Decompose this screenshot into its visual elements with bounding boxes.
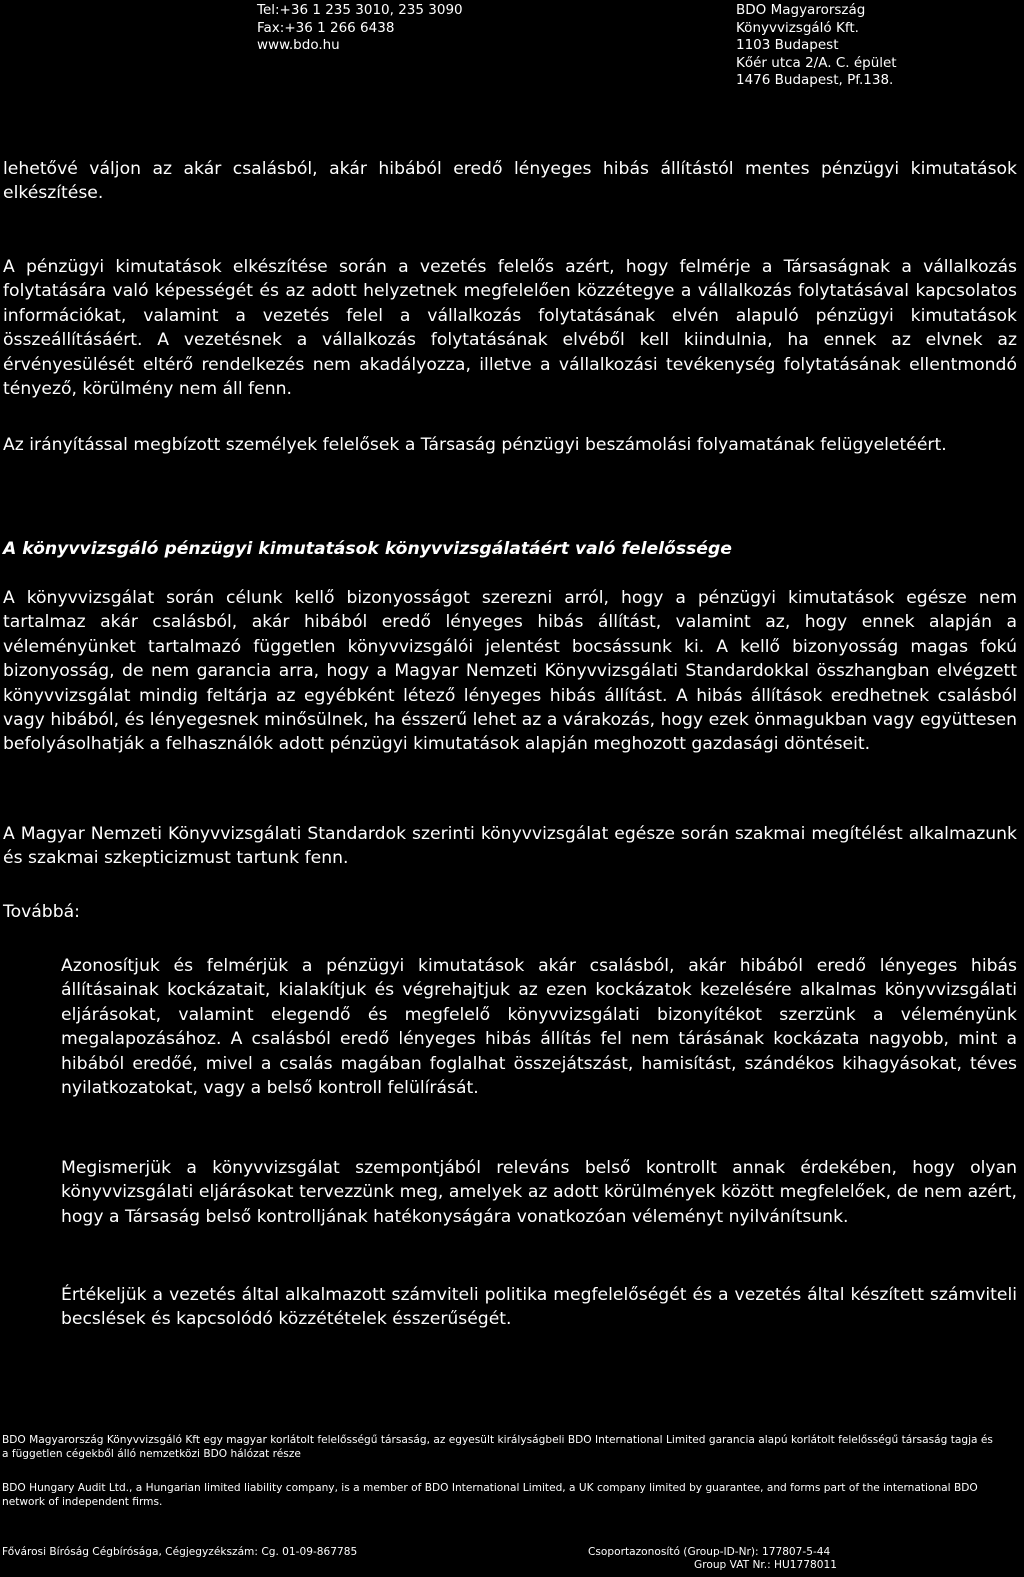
letterhead-contact — [257, 2, 463, 55]
po-box: 1476 Budapest, Pf.138. — [736, 72, 894, 88]
list-item-internal-control: Megismerjük a könyvvizsgálat szempontjából releváns belső kontrollt annak érdekében, hogy olyan könyvvizsgálati eljárásokat tervezzünk meg, amelyek az adott körülmények között megfelelőek, de nem azért, hogy a Társaság belső kontrolljának hatékonyságára vonatkozóan véleményt nyilvánítsunk. — [61, 1158, 1017, 1227]
list-item-accounting-policies: Értékeljük a vezetés által alkalmazott számviteli politika megfelelőségét és a vezetés által készített számviteli becslések és kapcsolódó közzétételek ésszerűségét. — [61, 1285, 1017, 1330]
phone-number: Tel:+36 1 235 3010, 235 3090 — [257, 2, 463, 18]
footer-group-ids — [588, 1546, 837, 1572]
section-heading: A könyvvizsgáló pénzügyi kimutatások könyvvizsgálatáért való felelőssége — [3, 539, 732, 559]
company-registry: Fővárosi Bíróság Cégbírósága, Cégjegyzékszám: Cg. 01-09-867785 — [2, 1546, 358, 1558]
footer-registry — [2, 1546, 357, 1559]
paragraph-continuation: lehetővé váljon az akár csalásból, akár hibából eredő lényeges hibás állítástól mentes pénzügyi kimutatások elkészítése. — [3, 159, 1017, 204]
group-vat: Group VAT Nr.: HU1778011 — [694, 1559, 837, 1571]
paragraph-going-concern: A pénzügyi kimutatások elkészítése során a vezetés felelős azért, hogy felmérje a Társaságnak a vállalkozás folytatására való képességét és az adott helyzetnek megfelelően közzétegye a vállalkozás folytatásával kapcsolatos információkat, valamint a vezetés felel a vállalkozás folytatásának elvén alapuló pénzügyi kimutatások összeállításáért. A vezetésnek a vállalkozás folytatásának elvéből kell kiindulnia, ha ennek az elvnek az érvényesülését eltérő rendelkezés nem akadályozza, illetve a vállalkozási tevékenység folytatásának ellentmondó tényező, körülmény nem áll fenn. — [3, 257, 1017, 400]
footer-notice-english: BDO Hungary Audit Ltd., a Hungarian limited liability company, is a member of BDO International Limited, a UK company limited by guarantee, and forms part of the international BDO network of independent firms. — [2, 1482, 978, 1508]
group-id: Csoportazonosító (Group-ID-Nr): 177807-5-44 — [588, 1546, 831, 1558]
letterhead-address — [736, 2, 897, 90]
paragraph-audit-objective: A könyvvizsgálat során célunk kellő bizonyosságot szerezni arról, hogy a pénzügyi kimutatások egésze nem tartalmaz akár csalásból, akár hibából eredő lényeges hibás állítást, valamint az, hogy ennek alapján a véleményünket tartalmazó független könyvvizsgálói jelentést bocsássunk ki. A kellő bizonyosság magas fokú bizonyosság, de nem garancia arra, hogy a Magyar Nemzeti Könyvvizsgálati Standardokkal összhangban elvégzett könyvvizsgálat mindig feltárja az egyébként létező lényeges hibás állítást. A hibás állítások eredhetnek csalásból vagy hibából, és lényegesnek minősülnek, ha ésszerű lehet az a várakozás, hogy ezek önmagukban vagy együttesen befolyásolhatják a felhasználók adott pénzügyi kimutatások alapján meghozott gazdasági döntéseit. — [3, 588, 1017, 755]
company-name-line-1: BDO Magyarország — [736, 2, 866, 18]
company-name-line-2: Könyvvizsgáló Kft. — [736, 19, 859, 36]
website-address: www.bdo.hu — [257, 37, 340, 53]
paragraph-professional-judgement: A Magyar Nemzeti Könyvvizsgálati Standardok szerinti könyvvizsgálat egésze során szakmai megítélést alkalmazunk és szakmai szkepticizmust tartunk fenn. — [3, 824, 1017, 869]
paragraph-governance: Az irányítással megbízott személyek felelősek a Társaság pénzügyi beszámolási folyamatának felügyeletéért. — [3, 435, 947, 455]
fax-number: Fax:+36 1 266 6438 — [257, 19, 395, 36]
footer-notice-hungarian: BDO Magyarország Könyvvizsgáló Kft egy magyar korlátolt felelősségű társaság, az egyesült királyságbeli BDO International Limited garancia alapú korlátolt felelősségű társaság tagja és a független cégekből álló nemzetközi BDO hálózat része — [2, 1434, 993, 1460]
list-item-risk-assessment: Azonosítjuk és felmérjük a pénzügyi kimutatások akár csalásból, akár hibából eredő lényeges hibás állításainak kockázatait, kialakítjuk és végrehajtjuk az ezen kockázatok kezelésére alkalmas könyvvizsgálati eljárásokat, valamint elegendő és megfelelő könyvvizsgálati bizonyítékot szerzünk a véleményünk megalapozásához. A csalásból eredő lényeges hibás állítás fel nem tárásának kockázata nagyobb, mint a hibából eredőé, mivel a csalás magában foglalhat összejátszást, hamisítást, szándékos kihagyásokat, téves nyilatkozatokat, vagy a belső kontroll felülírását. — [61, 956, 1017, 1099]
street-address: Kőér utca 2/A. C. épület — [736, 54, 897, 71]
paragraph-furthermore: Továbbá: — [3, 902, 80, 922]
city-postcode: 1103 Budapest — [736, 37, 839, 53]
